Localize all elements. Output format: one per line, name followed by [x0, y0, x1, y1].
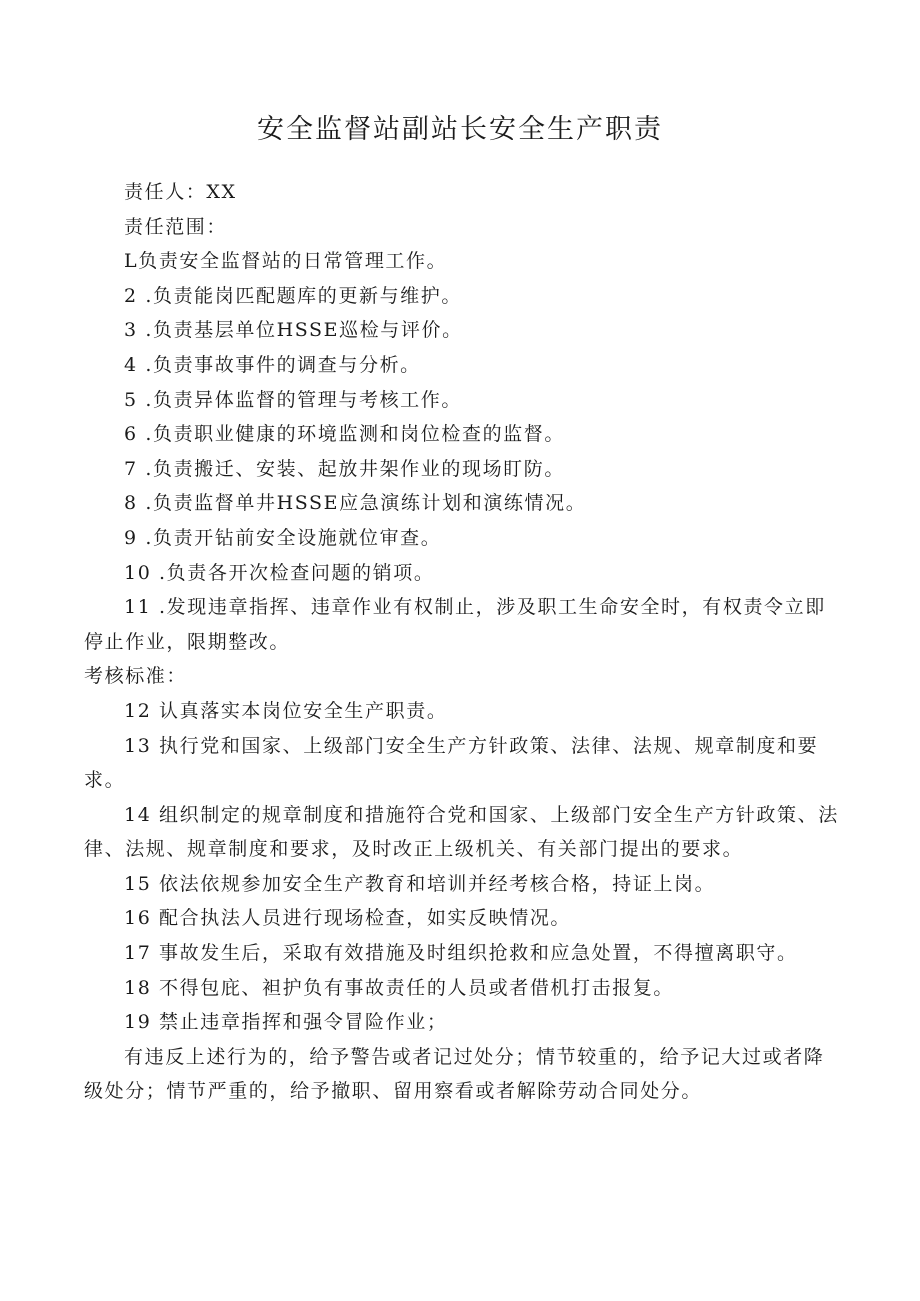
- page-title: 安全监督站副站长安全生产职责: [257, 114, 663, 145]
- scope-list: [84, 244, 844, 659]
- list-item: 19 禁止违章指挥和强令冒险作业；: [124, 1011, 448, 1034]
- list-item: 9 .负责开钻前安全设施就位审查。: [124, 526, 442, 549]
- list-item: 10 .负责各开次检查问题的销项。: [124, 561, 435, 584]
- list-item: 15 依法依规参加安全生产教育和培训并经考核合格，持证上岗。: [124, 872, 716, 895]
- list-item: L负责安全监督站的日常管理工作。: [124, 250, 448, 273]
- list-item: 12 认真落实本岗位安全生产职责。: [124, 699, 448, 722]
- document-body: [84, 175, 844, 1109]
- standards-list: [84, 694, 844, 1040]
- list-item: 4 .负责事故事件的调查与分析。: [124, 353, 421, 376]
- list-item: 5 .负责异体监督的管理与考核工作。: [124, 388, 462, 411]
- list-item: 17 事故发生后，采取有效措施及时组织抢救和应急处置，不得擅离职守。: [124, 942, 798, 965]
- responsible-person: 责任人：XX: [124, 181, 237, 203]
- list-item: 13 执行党和国家、上级部门安全生产方针政策、法律、法规、规章制度和要求。: [84, 734, 819, 792]
- list-item: 3 .负责基层单位HSSE巡检与评价。: [124, 319, 463, 342]
- standards-heading: 考核标准：: [84, 665, 188, 688]
- penalty-paragraph: 有违反上述行为的，给予警告或者记过处分；情节较重的，给予记大过或者降级处分；情节严重的，给予撤职、留用察看或者解除劳动合同处分。: [84, 1045, 825, 1103]
- list-item: 8 .负责监督单井HSSE应急演练计划和演练情况。: [124, 492, 587, 515]
- list-item: 16 配合执法人员进行现场检查，如实反映情况。: [124, 907, 572, 930]
- list-item: 14 组织制定的规章制度和措施符合党和国家、上级部门安全生产方针政策、法律、法规、规章制度和要求，及时改正上级机关、有关部门提出的要求。: [84, 803, 839, 861]
- list-item: 6 .负责职业健康的环境监测和岗位检查的监督。: [124, 423, 565, 446]
- scope-heading: 责任范围：: [124, 215, 228, 238]
- list-item: 2 .负责能岗匹配题库的更新与维护。: [124, 284, 462, 307]
- list-item: 7 .负责搬迁、安装、起放井架作业的现场盯防。: [124, 457, 565, 480]
- list-item: 18 不得包庇、袒护负有事故责任的人员或者借机打击报复。: [124, 976, 675, 999]
- list-item: 11 .发现违章指挥、违章作业有权制止，涉及职工生命安全时，有权责令立即停止作业，限期整改。: [84, 596, 826, 653]
